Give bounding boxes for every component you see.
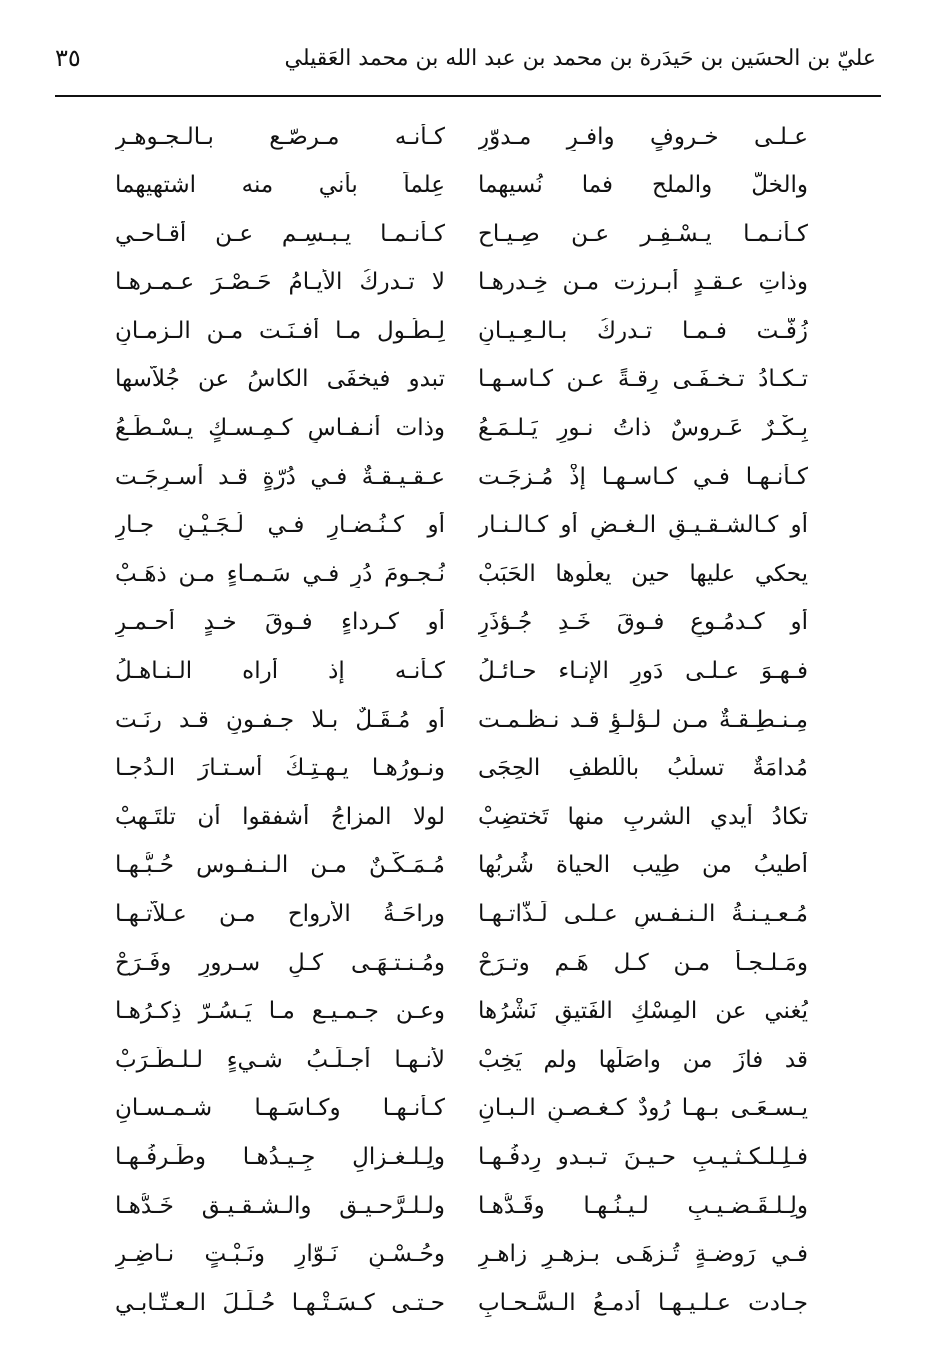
first-hemistich: يـسـعَـى بـهـا رُودٌ كـغـصـنِ الـبـانِ bbox=[478, 1095, 808, 1122]
first-hemistich: كـأنـمـا يـسْـفِـر عـن صِـيـاحِ bbox=[478, 220, 808, 247]
verse-line bbox=[115, 842, 808, 891]
second-hemistich: لا تـدركُ الأيـامُ حَـصْـرَ عـمـرهـا bbox=[115, 269, 445, 296]
verse-line bbox=[115, 988, 808, 1037]
verse-line bbox=[115, 162, 808, 211]
verse-line bbox=[115, 1279, 808, 1328]
poem-verses bbox=[115, 113, 808, 1328]
second-hemistich: ولـلـرَّحـيـق والـشـقـيـق خَـدُّهـا bbox=[115, 1192, 445, 1219]
first-hemistich: أو كـالشـقـيـقِ الـغـضِ أو كـالـنـار bbox=[478, 512, 808, 539]
second-hemistich: كـأنـه مـرصّـع بـالـجـوهـرِ bbox=[115, 123, 445, 150]
second-hemistich: ولِـلـغـزالِ جِـيـدُهـا وطَـرفُـهـا bbox=[115, 1143, 445, 1170]
verse-line bbox=[115, 259, 808, 308]
first-hemistich: قد فازَ من واصَلَها ولم يَخِبْ bbox=[478, 1046, 808, 1073]
second-hemistich: أو مُـقَـلٌ بـلا جـفـونٍ قـد رنَـت bbox=[115, 706, 445, 733]
page-number: ٣٥ bbox=[55, 44, 81, 72]
verse-line bbox=[115, 356, 808, 405]
second-hemistich: ونـورُهـا يـهـتِـكُ أسـتـارَ الـدُجـا bbox=[115, 755, 445, 782]
first-hemistich: فـلِـلـكـثـيـبِ حـيـنَ تـبـدو رِدفُـهـا bbox=[478, 1143, 808, 1170]
second-hemistich: وحُـسْـنِ نَـوّارٍ ونَـبْـتٍ نـاضِـرِ bbox=[115, 1241, 445, 1268]
second-hemistich: مُـمَـكّـنٌ مـن الـنـفـوس حُـبُّـهـا bbox=[115, 852, 445, 879]
first-hemistich: تـكـادُ تـخـفَـى رِقـةً عـن كـاسـهـا bbox=[478, 366, 808, 393]
verse-line bbox=[115, 599, 808, 648]
second-hemistich: لأنـهـا أجـلَـبُ شـيءٍ لـلـطَّـرَبْ bbox=[115, 1046, 445, 1073]
verse-line bbox=[115, 1231, 808, 1280]
verse-line bbox=[115, 745, 808, 794]
verse-line bbox=[115, 696, 808, 745]
first-hemistich: يحكي عليها حين يعلُوها الحَبَبْ bbox=[478, 560, 808, 587]
second-hemistich: نُـجـومَ دُرٍ فـي سَـمـاءٍ مـن ذهَـبْ bbox=[115, 560, 445, 587]
verse-line bbox=[115, 550, 808, 599]
first-hemistich: فـي رَوضـةٍ تُـزهَـى بـزهـرٍ زاهـرِ bbox=[478, 1241, 808, 1268]
verse-line bbox=[115, 307, 808, 356]
first-hemistich: زُفّـت فـمـا تـدركُ بـالـعِـيـانِ bbox=[478, 317, 808, 344]
second-hemistich: أو كـنُـضـارٍ فـي لُـجَـيْـنٍ جـارِ bbox=[115, 512, 445, 539]
second-hemistich: أو كـرداءٍ فـوقَ خـدٍ أحـمـرِ bbox=[115, 609, 445, 636]
verse-line bbox=[115, 113, 808, 162]
second-hemistich: وراحَـةُ الأرواح مـن عـلاّتـهـا bbox=[115, 901, 445, 927]
first-hemistich: كـأنـهـا فـي كـاسـهـا إذْ مُـزجَـت bbox=[478, 463, 808, 490]
second-hemistich: عِلماً بأني منه اشتهيهما bbox=[115, 172, 445, 199]
second-hemistich: لولا المزاجُ أشفقوا أن تلتَـهِبْ bbox=[115, 803, 445, 830]
verse-line bbox=[115, 648, 808, 697]
second-hemistich: وعـن جـمـيـع مـا يَـسُـرّ ذِكـرُهـا bbox=[115, 998, 445, 1025]
first-hemistich: مُدامَةٌ تسلُبُ بالُلطفِ الحِجَى bbox=[478, 755, 808, 782]
second-hemistich: تبدو فيخفَى الكاسُ عن جُلاّسها bbox=[115, 366, 445, 393]
verse-line bbox=[115, 891, 808, 940]
header-divider bbox=[55, 95, 881, 97]
second-hemistich: كـأنـمـا يـبـسِـم عـن أقـاحـي bbox=[115, 220, 445, 247]
running-header bbox=[55, 38, 876, 78]
second-hemistich: حـتـى كـسَـتْـهـا حُـلَـلَ الـعـتّـابـي bbox=[115, 1289, 445, 1316]
second-hemistich: وذات أنـفـاسٍ كـمِـسـكٍ يـسْـطَـعُ bbox=[115, 415, 445, 442]
first-hemistich: والخلّ والملح فما نُسيهما bbox=[478, 172, 808, 199]
second-hemistich: كـأنـهـا وكـاسَـهـا شـمـسـانِ bbox=[115, 1095, 445, 1122]
second-hemistich: كـأنـه إذ أراه الـنـاهـلُ bbox=[115, 658, 445, 685]
verse-line bbox=[115, 939, 808, 988]
first-hemistich: بِـكْـرٌ عَـروسٌ ذاتُ نـورٍ يَـلـمَـعُ bbox=[478, 415, 808, 442]
verse-line bbox=[115, 405, 808, 454]
first-hemistich: أطيبُ من طِيب الحياة شُربُها bbox=[478, 852, 808, 879]
verse-line bbox=[115, 1036, 808, 1085]
verse-line bbox=[115, 1182, 808, 1231]
first-hemistich: ومَـلـجـأٌ مـن كـل هَـمٍ وتـرَحْ bbox=[478, 949, 808, 976]
first-hemistich: جـادت عـلـيـهـا أدمـعُ الـسَّـحـابِ bbox=[478, 1289, 808, 1316]
verse-line bbox=[115, 1085, 808, 1134]
first-hemistich: مِـنـطِـقـةٌ مـن لـؤلـؤٍ قـد نـظـمـت bbox=[478, 706, 808, 733]
first-hemistich: عـلـى خـروفٍ وافـرٍ مـدوّرِ bbox=[478, 123, 808, 150]
header-title: عليّ بن الحسَين بن حَيدَرة بن محمد بن عبد الله بن محمد العَقيلي bbox=[284, 45, 876, 71]
first-hemistich: تكادُ أيدي الشربِ منها تَختضِبْ bbox=[478, 803, 808, 830]
first-hemistich: فـهـوَ عـلـى دَورِ الإنـاء حـائـلُ bbox=[478, 658, 808, 685]
verse-line bbox=[115, 453, 808, 502]
verse-line bbox=[115, 502, 808, 551]
first-hemistich: ولِـلـقَـضـيـبِ لـيـنُـهـا وقَـدُّهـا bbox=[478, 1192, 808, 1219]
second-hemistich: ومُـنـتـهَـى كـلٍ سـرورٍ وفَـرَحْ bbox=[115, 949, 445, 976]
verse-line bbox=[115, 210, 808, 259]
second-hemistich: لِـطُـول مـا أفـنَـت مـن الـزمـانِ bbox=[115, 317, 445, 344]
first-hemistich: أو كـدمُـوعٍ فـوقَ خَـدِ جُـؤذَرِ bbox=[478, 609, 808, 636]
verse-line bbox=[115, 793, 808, 842]
first-hemistich: وذاتِ عـقـدٍ أبـرزت مـن خِـدرهـا bbox=[478, 269, 808, 296]
second-hemistich: عـقـيـقـةٌ فـي دُرّةٍ قـد أُسـرِجَـت bbox=[115, 463, 445, 490]
first-hemistich: يُغني عن المِسْكِ الفَتيقِ نَشْرُها bbox=[478, 998, 808, 1025]
first-hemistich: مُـعـيـنـةُ الـنـفـسِ عـلـى لَـذّاتـهـا bbox=[478, 901, 808, 927]
verse-line bbox=[115, 1133, 808, 1182]
